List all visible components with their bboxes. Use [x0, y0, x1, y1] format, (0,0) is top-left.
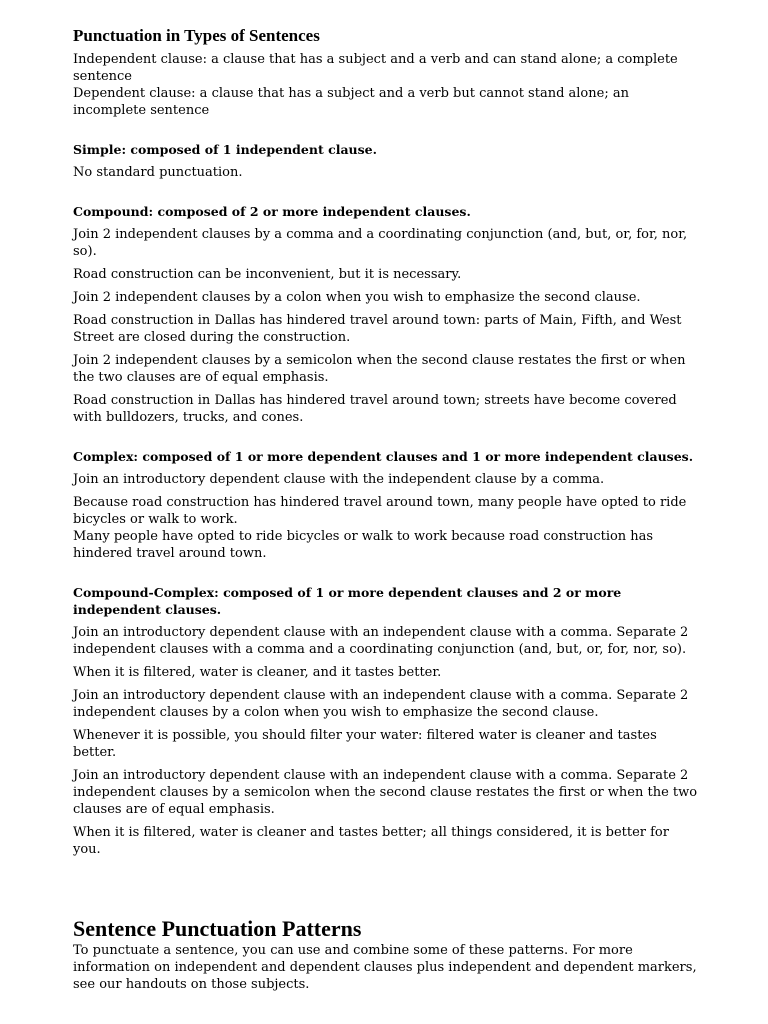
compound-rule-comma: Join 2 independent clauses by a comma and a coordinating conjunction (and, but, or, for, nor, so).: [73, 227, 688, 259]
compound-complex-rule-colon: Join an introductory dependent clause with an independent clause with a comma. Separate 2 independent clauses by a colon when you wish to emphasize the second clause.: [73, 688, 689, 720]
patterns-title: Sentence Punctuation Patterns: [73, 916, 362, 941]
complex-example-1: Because road construction has hindered travel around town, many people have opted to ride bicycles or walk to work.: [73, 495, 687, 527]
definition-dependent-clause: Dependent clause: a clause that has a subject and a verb but cannot stand alone; an incomplete sentence: [73, 86, 629, 118]
compound-complex-example-colon: Whenever it is possible, you should filter your water: filtered water is cleaner and tastes better.: [73, 728, 657, 760]
page-title: Punctuation in Types of Sentences: [73, 26, 320, 45]
compound-complex-heading: Compound-Complex: composed of 1 or more dependent clauses and 2 or more independent clauses.: [73, 585, 622, 617]
compound-rule-semicolon: Join 2 independent clauses by a semicolon when the second clause restates the first or when the two clauses are of equal emphasis.: [73, 353, 686, 385]
complex-rule: Join an introductory dependent clause with the independent clause by a comma.: [73, 472, 605, 487]
patterns-intro: To punctuate a sentence, you can use and combine some of these patterns. For more information on independent and dependent clauses plus independent and dependent markers, see our handouts on those subjects.: [73, 943, 697, 992]
definitions-block: [73, 51, 698, 119]
compound-complex-rule-semicolon: Join an introductory dependent clause with an independent clause with a comma. Separate 2 independent clauses by a semicolon when the second clause restates the first or when the two clauses are of equal emphasis.: [73, 768, 698, 817]
simple-line: No standard punctuation.: [73, 165, 243, 180]
compound-complex-example-comma: When it is filtered, water is cleaner, and it tastes better.: [73, 665, 442, 680]
definition-independent-clause: Independent clause: a clause that has a subject and a verb and can stand alone; a complete sentence: [73, 52, 678, 84]
complex-heading: Complex: composed of 1 or more dependent clauses and 1 or more independent clauses.: [73, 449, 694, 464]
compound-example-semicolon: Road construction in Dallas has hindered travel around town; streets have become covered with bulldozers, trucks, and cones.: [73, 393, 677, 425]
patterns-section: [73, 916, 698, 993]
complex-example-2: Many people have opted to ride bicycles or walk to work because road construction has hindered travel around town.: [73, 529, 654, 561]
compound-complex-example-semicolon: When it is filtered, water is cleaner and tastes better; all things considered, it is better for you.: [73, 825, 669, 857]
compound-complex-rule-comma: Join an introductory dependent clause with an independent clause with a comma. Separate 2 independent clauses with a comma and a coordinating conjunction (and, but, or, for, nor, so).: [73, 625, 689, 657]
compound-heading: Compound: composed of 2 or more independent clauses.: [73, 204, 471, 219]
compound-rule-colon: Join 2 independent clauses by a colon when you wish to emphasize the second clause.: [73, 290, 641, 305]
simple-heading: Simple: composed of 1 independent clause.: [73, 142, 377, 157]
compound-example-comma: Road construction can be inconvenient, but it is necessary.: [73, 267, 462, 282]
compound-example-colon: Road construction in Dallas has hindered travel around town: parts of Main, Fifth, and West Street are closed during the construction.: [73, 313, 682, 345]
